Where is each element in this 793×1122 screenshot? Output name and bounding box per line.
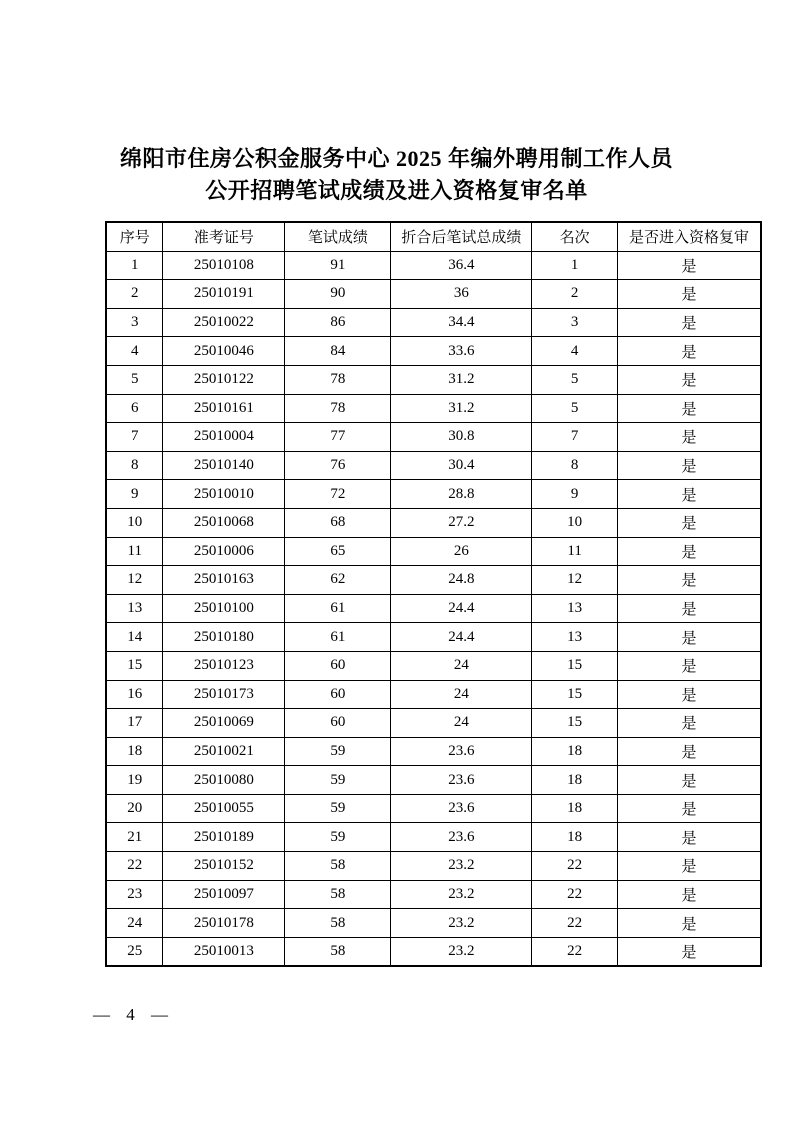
cell-index: 9 (106, 480, 163, 509)
cell-converted-total-score: 23.2 (391, 909, 532, 938)
cell-rank: 4 (532, 337, 618, 366)
cell-written-score: 58 (285, 909, 391, 938)
cell-enter-review: 是 (618, 852, 761, 881)
cell-written-score: 59 (285, 766, 391, 795)
cell-enter-review: 是 (618, 909, 761, 938)
cell-exam-ticket-number: 25010122 (163, 365, 285, 394)
cell-converted-total-score: 23.6 (391, 766, 532, 795)
cell-written-score: 76 (285, 451, 391, 480)
cell-exam-ticket-number: 25010068 (163, 508, 285, 537)
cell-exam-ticket-number: 25010108 (163, 251, 285, 280)
cell-written-score: 72 (285, 480, 391, 509)
cell-converted-total-score: 24 (391, 680, 532, 709)
cell-exam-ticket-number: 25010100 (163, 594, 285, 623)
cell-exam-ticket-number: 25010010 (163, 480, 285, 509)
table-row (106, 508, 761, 537)
cell-written-score: 60 (285, 680, 391, 709)
cell-exam-ticket-number: 25010191 (163, 280, 285, 309)
table-row (106, 623, 761, 652)
cell-converted-total-score: 34.4 (391, 308, 532, 337)
cell-index: 6 (106, 394, 163, 423)
cell-rank: 2 (532, 280, 618, 309)
cell-enter-review: 是 (618, 937, 761, 966)
cell-index: 14 (106, 623, 163, 652)
cell-index: 10 (106, 508, 163, 537)
table-row (106, 365, 761, 394)
cell-written-score: 58 (285, 880, 391, 909)
cell-converted-total-score: 23.6 (391, 737, 532, 766)
cell-exam-ticket-number: 25010055 (163, 794, 285, 823)
cell-written-score: 84 (285, 337, 391, 366)
cell-exam-ticket-number: 25010161 (163, 394, 285, 423)
header-row (106, 222, 761, 251)
cell-converted-total-score: 30.8 (391, 423, 532, 452)
page-title-line-2: 公开招聘笔试成绩及进入资格复审名单 (205, 178, 588, 203)
cell-enter-review: 是 (618, 709, 761, 738)
cell-exam-ticket-number: 25010097 (163, 880, 285, 909)
cell-index: 7 (106, 423, 163, 452)
cell-exam-ticket-number: 25010152 (163, 852, 285, 881)
cell-exam-ticket-number: 25010022 (163, 308, 285, 337)
cell-rank: 18 (532, 823, 618, 852)
cell-index: 19 (106, 766, 163, 795)
cell-converted-total-score: 23.2 (391, 937, 532, 966)
cell-index: 23 (106, 880, 163, 909)
table-row (106, 909, 761, 938)
cell-converted-total-score: 31.2 (391, 394, 532, 423)
page-title (0, 143, 793, 207)
cell-rank: 8 (532, 451, 618, 480)
table-row (106, 537, 761, 566)
cell-index: 15 (106, 651, 163, 680)
cell-enter-review: 是 (618, 651, 761, 680)
table-row (106, 251, 761, 280)
cell-rank: 18 (532, 766, 618, 795)
cell-exam-ticket-number: 25010189 (163, 823, 285, 852)
cell-rank: 18 (532, 737, 618, 766)
cell-written-score: 86 (285, 308, 391, 337)
cell-index: 12 (106, 566, 163, 595)
cell-rank: 22 (532, 852, 618, 881)
cell-index: 21 (106, 823, 163, 852)
cell-converted-total-score: 26 (391, 537, 532, 566)
cell-rank: 15 (532, 651, 618, 680)
cell-converted-total-score: 24.4 (391, 594, 532, 623)
cell-rank: 22 (532, 909, 618, 938)
cell-written-score: 59 (285, 737, 391, 766)
cell-rank: 22 (532, 880, 618, 909)
cell-index: 13 (106, 594, 163, 623)
cell-enter-review: 是 (618, 566, 761, 595)
cell-converted-total-score: 36 (391, 280, 532, 309)
table-row (106, 423, 761, 452)
cell-exam-ticket-number: 25010021 (163, 737, 285, 766)
cell-converted-total-score: 24 (391, 651, 532, 680)
cell-written-score: 59 (285, 794, 391, 823)
cell-rank: 7 (532, 423, 618, 452)
cell-rank: 1 (532, 251, 618, 280)
cell-enter-review: 是 (618, 337, 761, 366)
cell-exam-ticket-number: 25010006 (163, 537, 285, 566)
cell-written-score: 91 (285, 251, 391, 280)
cell-enter-review: 是 (618, 537, 761, 566)
cell-written-score: 90 (285, 280, 391, 309)
column-header-index: 序号 (106, 222, 163, 251)
cell-rank: 15 (532, 680, 618, 709)
table-row (106, 480, 761, 509)
page-number: — 4 — (93, 1005, 169, 1024)
results-table (105, 221, 762, 967)
cell-enter-review: 是 (618, 423, 761, 452)
table-row (106, 566, 761, 595)
cell-written-score: 78 (285, 365, 391, 394)
table-row (106, 280, 761, 309)
cell-index: 16 (106, 680, 163, 709)
cell-written-score: 62 (285, 566, 391, 595)
table-row (106, 794, 761, 823)
cell-converted-total-score: 31.2 (391, 365, 532, 394)
cell-index: 22 (106, 852, 163, 881)
cell-converted-total-score: 27.2 (391, 508, 532, 537)
cell-rank: 10 (532, 508, 618, 537)
cell-enter-review: 是 (618, 623, 761, 652)
cell-exam-ticket-number: 25010004 (163, 423, 285, 452)
cell-index: 8 (106, 451, 163, 480)
cell-written-score: 77 (285, 423, 391, 452)
cell-exam-ticket-number: 25010069 (163, 709, 285, 738)
table-row (106, 594, 761, 623)
cell-converted-total-score: 24.4 (391, 623, 532, 652)
table-row (106, 937, 761, 966)
cell-exam-ticket-number: 25010180 (163, 623, 285, 652)
cell-index: 2 (106, 280, 163, 309)
cell-written-score: 58 (285, 937, 391, 966)
cell-index: 17 (106, 709, 163, 738)
cell-enter-review: 是 (618, 766, 761, 795)
cell-enter-review: 是 (618, 794, 761, 823)
cell-written-score: 65 (285, 537, 391, 566)
cell-enter-review: 是 (618, 880, 761, 909)
cell-exam-ticket-number: 25010178 (163, 909, 285, 938)
cell-exam-ticket-number: 25010080 (163, 766, 285, 795)
column-header-converted-total-score: 折合后笔试总成绩 (391, 222, 532, 251)
table-row (106, 337, 761, 366)
table-row (106, 651, 761, 680)
column-header-exam-ticket-number: 准考证号 (163, 222, 285, 251)
cell-exam-ticket-number: 25010046 (163, 337, 285, 366)
cell-enter-review: 是 (618, 365, 761, 394)
cell-rank: 13 (532, 623, 618, 652)
cell-index: 20 (106, 794, 163, 823)
cell-written-score: 61 (285, 623, 391, 652)
cell-enter-review: 是 (618, 737, 761, 766)
table-row (106, 737, 761, 766)
cell-exam-ticket-number: 25010173 (163, 680, 285, 709)
cell-rank: 5 (532, 394, 618, 423)
cell-converted-total-score: 28.8 (391, 480, 532, 509)
cell-converted-total-score: 24 (391, 709, 532, 738)
cell-rank: 18 (532, 794, 618, 823)
cell-enter-review: 是 (618, 251, 761, 280)
table-row (106, 451, 761, 480)
cell-written-score: 60 (285, 709, 391, 738)
table-row (106, 709, 761, 738)
cell-index: 11 (106, 537, 163, 566)
cell-exam-ticket-number: 25010013 (163, 937, 285, 966)
cell-enter-review: 是 (618, 394, 761, 423)
cell-rank: 9 (532, 480, 618, 509)
cell-converted-total-score: 33.6 (391, 337, 532, 366)
cell-enter-review: 是 (618, 594, 761, 623)
cell-enter-review: 是 (618, 280, 761, 309)
column-header-written-score: 笔试成绩 (285, 222, 391, 251)
table-row (106, 880, 761, 909)
cell-enter-review: 是 (618, 480, 761, 509)
cell-rank: 13 (532, 594, 618, 623)
cell-rank: 11 (532, 537, 618, 566)
results-table-body (106, 251, 761, 966)
cell-enter-review: 是 (618, 451, 761, 480)
cell-exam-ticket-number: 25010123 (163, 651, 285, 680)
cell-rank: 3 (532, 308, 618, 337)
cell-enter-review: 是 (618, 823, 761, 852)
table-row (106, 394, 761, 423)
cell-enter-review: 是 (618, 680, 761, 709)
table-row (106, 680, 761, 709)
cell-converted-total-score: 30.4 (391, 451, 532, 480)
cell-index: 25 (106, 937, 163, 966)
cell-index: 4 (106, 337, 163, 366)
table-row (106, 766, 761, 795)
table-row (106, 823, 761, 852)
cell-rank: 15 (532, 709, 618, 738)
column-header-enter-review: 是否进入资格复审 (618, 222, 761, 251)
cell-converted-total-score: 23.6 (391, 794, 532, 823)
cell-index: 3 (106, 308, 163, 337)
cell-rank: 22 (532, 937, 618, 966)
column-header-rank: 名次 (532, 222, 618, 251)
cell-written-score: 78 (285, 394, 391, 423)
cell-converted-total-score: 36.4 (391, 251, 532, 280)
cell-index: 5 (106, 365, 163, 394)
cell-index: 24 (106, 909, 163, 938)
cell-written-score: 59 (285, 823, 391, 852)
table-row (106, 308, 761, 337)
cell-rank: 12 (532, 566, 618, 595)
table-row (106, 852, 761, 881)
cell-converted-total-score: 24.8 (391, 566, 532, 595)
cell-enter-review: 是 (618, 308, 761, 337)
results-table-header (106, 222, 761, 251)
cell-exam-ticket-number: 25010163 (163, 566, 285, 595)
cell-written-score: 58 (285, 852, 391, 881)
cell-written-score: 61 (285, 594, 391, 623)
cell-written-score: 60 (285, 651, 391, 680)
cell-written-score: 68 (285, 508, 391, 537)
page-title-line-1: 绵阳市住房公积金服务中心 2025 年编外聘用制工作人员 (119, 146, 673, 171)
cell-rank: 5 (532, 365, 618, 394)
cell-converted-total-score: 23.2 (391, 852, 532, 881)
cell-index: 18 (106, 737, 163, 766)
cell-exam-ticket-number: 25010140 (163, 451, 285, 480)
cell-converted-total-score: 23.6 (391, 823, 532, 852)
cell-index: 1 (106, 251, 163, 280)
cell-enter-review: 是 (618, 508, 761, 537)
cell-converted-total-score: 23.2 (391, 880, 532, 909)
